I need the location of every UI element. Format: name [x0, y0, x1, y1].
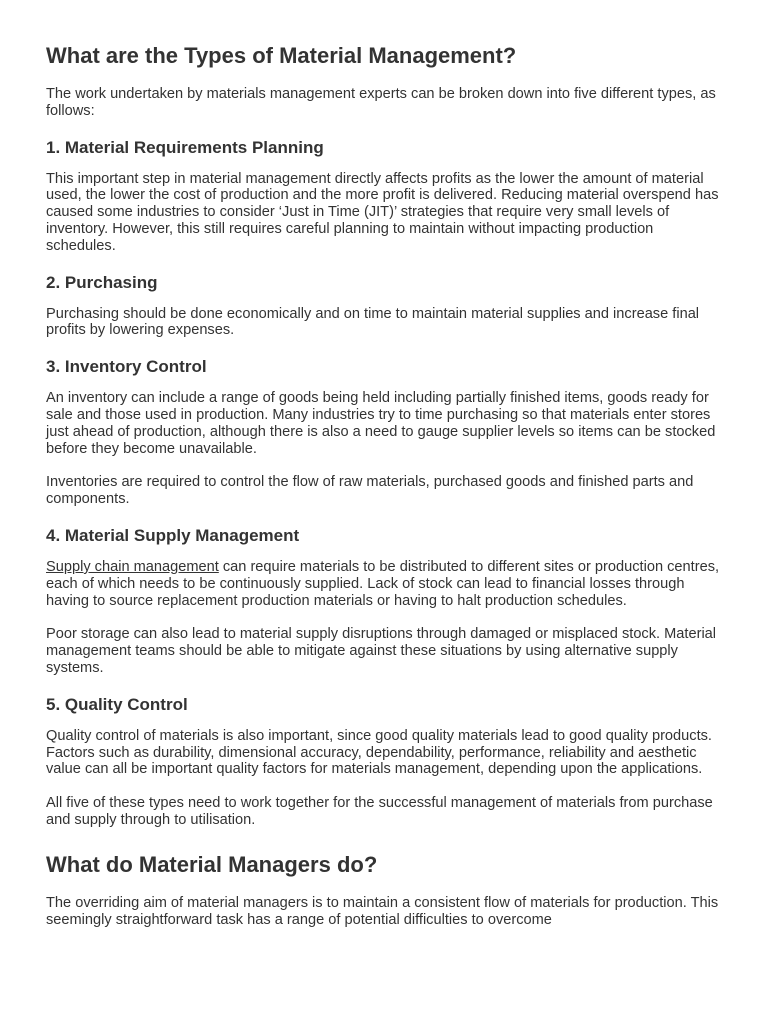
section-paragraph: An inventory can include a range of goods being held including partially finished items, goods ready for sale and those used in production. Many industries try to time purchasing so that materials enter stores just ahead of production, although there is also a need to gauge supplier levels so items can be stocked before they become unavailable. [46, 390, 716, 457]
section-paragraph-with-link [46, 559, 722, 609]
section-title-inventory-control: 3. Inventory Control [46, 357, 207, 377]
section-title-material-requirements-planning: 1. Material Requirements Planning [46, 137, 324, 157]
section-paragraph: Inventories are required to control the flow of raw materials, purchased goods and finished parts and components. [46, 474, 694, 508]
managers-paragraph: The overriding aim of material managers is to maintain a consistent flow of materials for production. This seemingly straightforward task has a range of potential difficulties to overcome [46, 894, 719, 928]
supply-chain-management-link[interactable]: Supply chain management [46, 558, 219, 575]
section-paragraph: Quality control of materials is also important, since good quality materials lead to good quality products. Factors such as durability, dimensional accuracy, dependability, performance, reliability and aesthetic value can all be important quality factors for materials management, depending upon the applications. [46, 727, 712, 778]
heading-types-of-material-management: What are the Types of Material Management? [46, 43, 517, 68]
intro-paragraph: The work undertaken by materials management experts can be broken down into five different types, as follows: [46, 86, 716, 119]
section-paragraph: All five of these types need to work together for the successful management of materials from purchase and supply through to utilisation. [46, 795, 713, 828]
heading-what-do-material-managers-do: What do Material Managers do? [46, 851, 378, 877]
section-title-material-supply-management: 4. Material Supply Management [46, 525, 300, 545]
section-title-quality-control: 5. Quality Control [46, 694, 188, 714]
section-title-purchasing: 2. Purchasing [46, 272, 158, 292]
section-paragraph: This important step in material management directly affects profits as the lower the amount of material used, the lower the cost of production and the more profit is delivered. Reducing material overspend has caused some industries to consider ‘Just in Time (JIT)’ strategies that require very small levels of inventory. However, this still requires careful planning to maintain without impacting production schedules. [46, 170, 719, 254]
section-paragraph: Poor storage can also lead to material supply disruptions through damaged or misplaced stock. Material management teams should be able to mitigate against these situations by using alternative supply systems. [46, 626, 717, 676]
paragraph-text: can require materials to be distributed to different sites or production centres, each of which needs to be continuously supplied. Lack of stock can lead to financial losses through having to source replacement production materials or having to halt production schedules. [46, 558, 720, 609]
section-paragraph: Purchasing should be done economically and on time to maintain material supplies and increase final profits by lowering expenses. [46, 305, 700, 339]
